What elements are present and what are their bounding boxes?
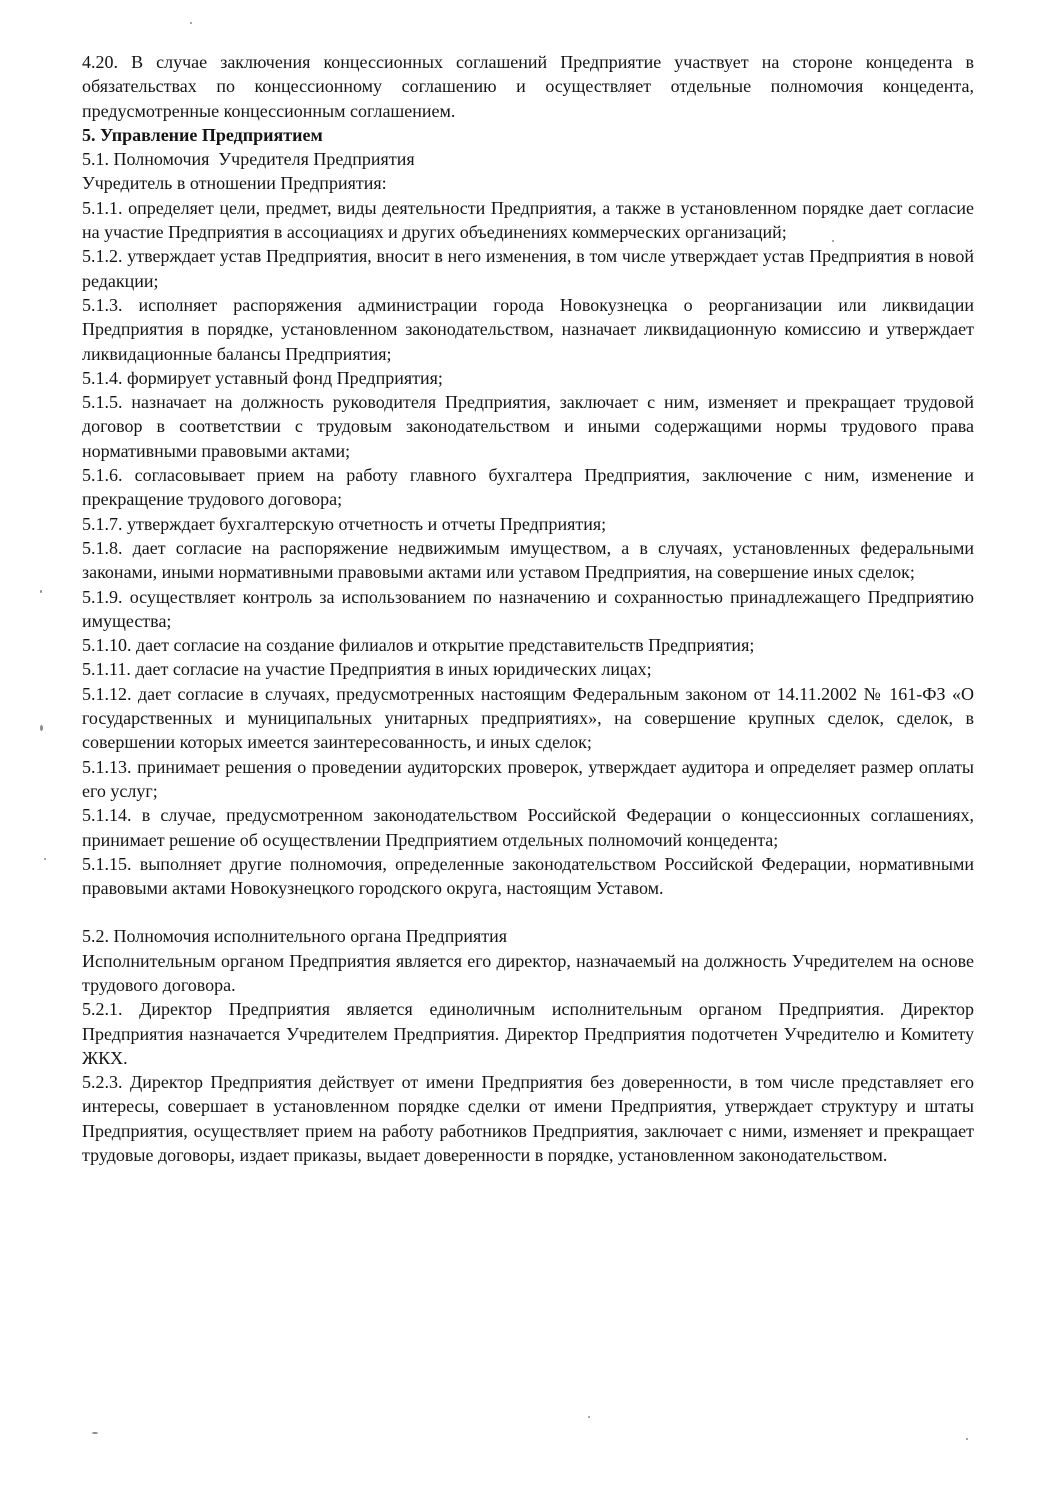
clause-5-1-6: 5.1.6. согласовывает прием на работу главного бухгалтера Предприятия, заключение с ним, изменение и прекращение трудового договора; xyxy=(82,465,974,510)
clause-5-1-4: 5.1.4. формирует уставный фонд Предприятия; xyxy=(82,367,443,388)
clause-5-1-10: 5.1.10. дает согласие на создание филиалов и открытие представительств Предприятия; xyxy=(82,635,755,656)
subsection-5-1-lead: Учредитель в отношении Предприятия: xyxy=(82,173,387,194)
document-page xyxy=(82,50,974,1167)
clause-5-1-1: 5.1.1. определяет цели, предмет, виды деятельности Предприятия, а также в установленном порядке дает согласие на участие Предприятия в ассоциациях и других объединениях коммерческих организаций; xyxy=(82,197,974,243)
scan-speck xyxy=(190,22,192,24)
clause-5-1-8: 5.1.8. дает согласие на распоряжение недвижимым имуществом, а в случаях, установленных федеральными законами, иными нормативными правовыми актами или уставом Предприятия, на совершение иных сделок; xyxy=(82,537,974,583)
paragraph-gap xyxy=(82,900,974,924)
clause-5-2-3: 5.2.3. Директор Предприятия действует от имени Предприятия без доверенности, в том числе представляет его интересы, совершает в установленном порядке сделки от имени Предприятия, утверждает структуру и штаты Предприятия, осуществляет прием на работу работников Предприятия, заключает с ними, изменяет и прекращает трудовые договоры, издает приказы, выдает доверенности в порядке, установленном законодательством. xyxy=(82,1072,974,1166)
scan-speck xyxy=(40,590,42,593)
clause-5-1-11: 5.1.11. дает согласие на участие Предприятия в иных юридических лицах; xyxy=(82,659,652,680)
clause-5-1-2: 5.1.2. утверждает устав Предприятия, вносит в него изменения, в том числе утверждает устав Предприятия в новой редакции; xyxy=(82,246,974,291)
scan-speck xyxy=(44,858,46,860)
scan-speck xyxy=(588,1416,590,1418)
clause-5-1-14: 5.1.14. в случае, предусмотренном законодательством Российской Федерации о концессионных соглашениях, принимает решение об осуществлении Предприятием отдельных полномочий концедента; xyxy=(82,805,974,850)
clause-5-2-1: 5.2.1. Директор Предприятия является единоличным исполнительным органом Предприятия. Директор Предприятия назначается Учредителем Предприятия. Директор Предприятия подотчетен Учредителю и Комитету ЖКХ. xyxy=(82,999,974,1068)
scan-speck xyxy=(832,240,834,242)
clause-5-1-9: 5.1.9. осуществляет контроль за использованием по назначению и сохранностью принадлежащего Предприятию имущества; xyxy=(82,586,974,631)
paragraph-4-20: 4.20. В случае заключения концессионных соглашений Предприятие участвует на стороне концедента в обязательствах по концессионному соглашению и осуществляет отдельные полномочия концедента, предусмотренные концессионным соглашением. xyxy=(82,52,974,121)
scan-speck xyxy=(92,1432,98,1434)
subsection-5-2-title: 5.2. Полномочия исполнительного органа Предприятия xyxy=(82,926,508,947)
scan-speck xyxy=(966,1438,968,1440)
clause-5-1-3: 5.1.3. исполняет распоряжения администрации города Новокузнецка о реорганизации или ликвидации Предприятия в порядке, установленном законодательством, назначает ликвидационную комиссию и утверждает ликвидационные балансы Предприятия; xyxy=(82,294,974,364)
clause-5-1-15: 5.1.15. выполняет другие полномочия, определенные законодательством Российской Федерации, нормативными правовыми актами Новокузнецкого городского округа, настоящим Уставом. xyxy=(82,853,974,899)
subsection-5-2-lead: Исполнительным органом Предприятия является его директор, назначаемый на должность Учредителем на основе трудового договора. xyxy=(82,950,974,995)
subsection-5-1-title: 5.1. Полномочия Учредителя Предприятия xyxy=(82,149,415,170)
scan-speck xyxy=(40,725,43,731)
clause-5-1-13: 5.1.13. принимает решения о проведении аудиторских проверок, утверждает аудитора и определяет размер оплаты его услуг; xyxy=(82,756,974,801)
clause-5-1-12: 5.1.12. дает согласие в случаях, предусмотренных настоящим Федеральным законом от 14.11.2002 № 161-ФЗ «О государственных и муниципальных унитарных предприятиях», на совершение крупных сделок, сделок, в совершении которых имеется заинтересованность, и иных сделок; xyxy=(82,683,974,753)
clause-5-1-7: 5.1.7. утверждает бухгалтерскую отчетность и отчеты Предприятия; xyxy=(82,513,607,534)
section-title: 5. Управление Предприятием xyxy=(82,124,323,145)
clause-5-1-5: 5.1.5. назначает на должность руководителя Предприятия, заключает с ним, изменяет и прекращает трудовой договор в соответствии с трудовым законодательством и иными содержащими нормы трудового права нормативными правовыми актами; xyxy=(82,392,974,461)
